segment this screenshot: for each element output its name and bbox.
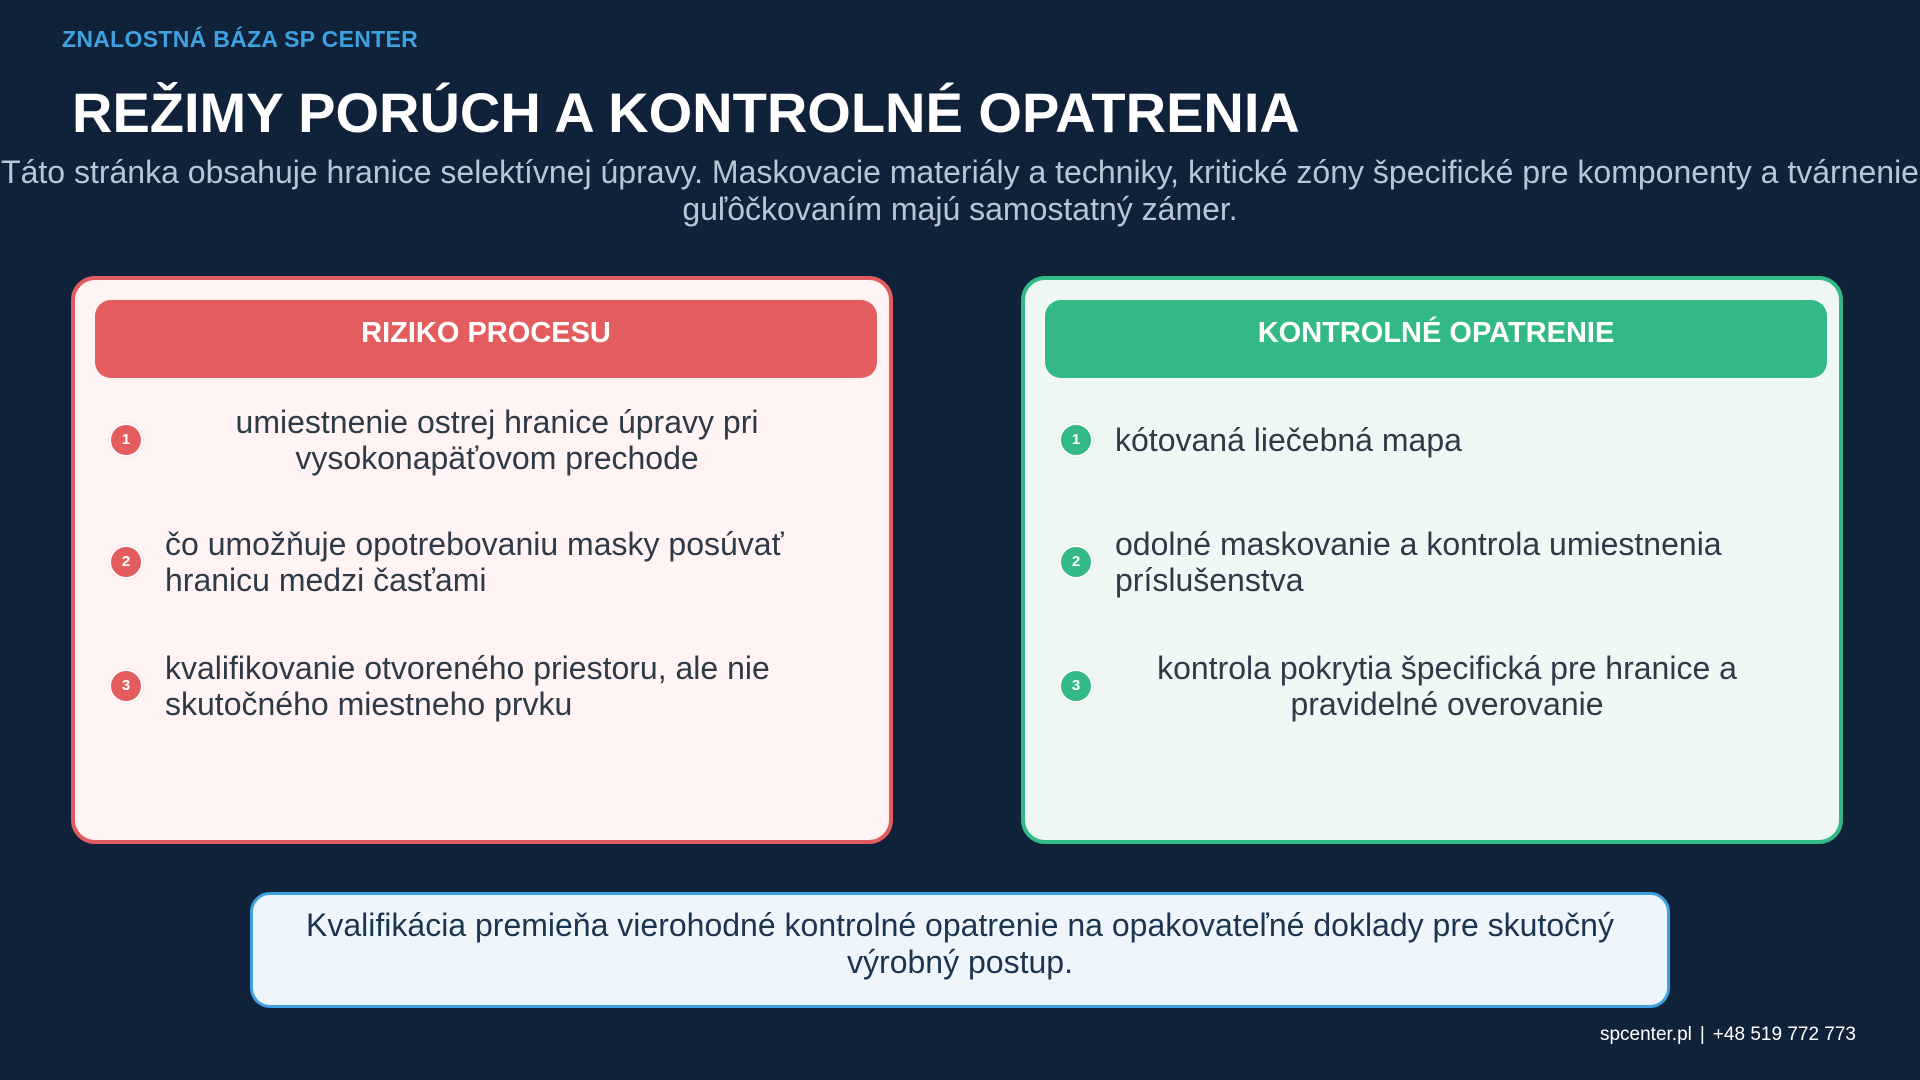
knowledge-base-label: ZNALOSTNÁ BÁZA SP CENTER <box>62 26 419 52</box>
risk-card-heading: RIZIKO PROCESU <box>95 300 877 378</box>
footer-separator: | <box>1699 1024 1705 1045</box>
risk-item-1 <box>109 404 869 476</box>
number-badge: 1 <box>1059 423 1093 457</box>
page-subtitle: Táto stránka obsahuje hranice selektívnej úpravy. Maskovacie materiály a techniky, kritické zóny špecifické pre komponenty a tvárnenie guľôčkovaním majú samostatný zámer. <box>1 154 1919 227</box>
risk-item-text: umiestnenie ostrej hranice úpravy pri vysokonapäťovom prechode <box>235 404 759 476</box>
footer-website[interactable]: spcenter.pl <box>1599 1024 1692 1045</box>
control-item-text: kontrola pokrytia špecifická pre hranice a pravidelné overovanie <box>1157 650 1737 722</box>
footer-contact <box>1600 1024 1856 1046</box>
number-badge: 2 <box>109 545 143 579</box>
page-title: REŽIMY PORÚCH A KONTROLNÉ OPATRENIA <box>72 81 1300 144</box>
risk-card <box>71 276 893 844</box>
number-badge: 3 <box>109 669 143 703</box>
control-card <box>1021 276 1843 844</box>
number-badge: 3 <box>1059 669 1093 703</box>
risk-item-text: kvalifikovanie otvoreného priestoru, ale nie skutočného miestneho prvku <box>165 650 770 722</box>
summary-note: Kvalifikácia premieňa vierohodné kontrolné opatrenie na opakovateľné doklady pre skutočný výrobný postup. <box>250 892 1670 1008</box>
control-item-text: odolné maskovanie a kontrola umiestnenia príslušenstva <box>1115 526 1722 598</box>
control-card-heading: KONTROLNÉ OPATRENIE <box>1045 300 1827 378</box>
number-badge: 1 <box>109 423 143 457</box>
risk-item-3 <box>109 650 869 722</box>
control-item-3 <box>1059 650 1819 722</box>
risk-item-2 <box>109 526 869 598</box>
risk-item-text: čo umožňuje opotrebovaniu masky posúvať hranicu medzi časťami <box>165 526 784 598</box>
footer-phone[interactable]: +48 519 772 773 <box>1712 1024 1856 1045</box>
control-item-2 <box>1059 526 1819 598</box>
control-item-text: kótovaná liečebná mapa <box>1115 422 1462 458</box>
control-item-1 <box>1059 422 1819 458</box>
number-badge: 2 <box>1059 545 1093 579</box>
